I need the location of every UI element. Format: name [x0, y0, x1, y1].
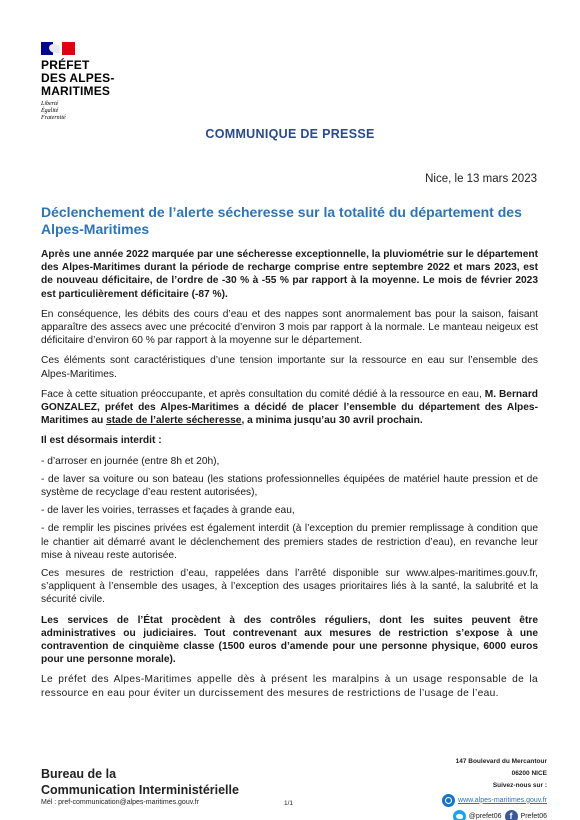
- headline: Déclenchement de l’alerte sécheresse sur la totalité du département des Alpes-Maritimes: [41, 204, 522, 237]
- bureau-name: [41, 766, 239, 798]
- republic-motto: [41, 101, 115, 122]
- decision-paragraph: [41, 388, 538, 428]
- contact-email: Mél : pref-communication@alpes-maritimes.gouv.fr: [41, 799, 199, 806]
- bureau-name-line: Bureau de la: [41, 767, 117, 781]
- marianne-flag-icon: [41, 42, 75, 55]
- prefecture-name-line: PRÉFET: [41, 58, 90, 72]
- prefecture-name-line: MARITIMES: [41, 84, 111, 98]
- interdiction-item: - de laver les voiries, terrasses et façades à grande eau,: [41, 505, 295, 517]
- street-address: 147 Boulevard du Mercantour: [455, 758, 547, 765]
- paragraph: Ces mesures de restriction d’eau, rappelées dans l’arrêté disponible sur www.alpes-maritimes.gouv.fr, s’appliquent à l’ensemble des usages, à l’exception des usages prioritaires liés à la santé, la salubrité et la sécurité civile.: [41, 568, 538, 606]
- motto-line: Liberté: [41, 101, 59, 107]
- alert-stage-text: stade de l’alerte sécheresse: [106, 415, 242, 427]
- controls-paragraph: Les services de l’État procèdent à des contrôles réguliers, dont les suites peuvent être administratives ou judiciaires. Tout contrevenant aux mesures de restriction s’expose à une contravention de cinquième classe (1500 euros d’amende pour une personne physique, 6000 euros pour une personne morale).: [41, 614, 538, 666]
- document-date: Nice, le 13 mars 2023: [425, 173, 537, 185]
- intro-paragraph: Après une année 2022 marquée par une sécheresse exceptionnelle, la pluviométrie sur le département des Alpes-Maritimes durant la période de recharge comprise entre septembre 2022 et mars 2023, est de nouveau déficitaire, de l’ordre de -30 % à -55 % par rapport à la moyenne. Le mois de février 2023 est particulièrement déficitaire (-87 %).: [41, 249, 538, 300]
- website-row: [442, 794, 547, 807]
- motto-line: Égalité: [41, 108, 59, 114]
- prefecture-name: [41, 59, 115, 98]
- decision-stage: [106, 415, 241, 426]
- interdictions-title: Il est désormais interdit :: [41, 435, 162, 447]
- interdiction-item: - d’arroser en journée (entre 8h et 20h),: [41, 455, 220, 467]
- decision-statement: M. Bernard GONZALEZ, préfet des Alpes-Maritimes a décidé de placer l’ensemble du département des Alpes-Maritimes au: [41, 388, 539, 427]
- website-link[interactable]: www.alpes-maritimes.gouv.fr: [458, 796, 547, 804]
- decision-end: , a minima jusqu’au 30 avril prochain.: [241, 415, 423, 427]
- prefecture-logo: [41, 42, 115, 122]
- paragraph: Ces éléments sont caractéristiques d’une tension importante sur la ressource en eau sur l’ensemble des Alpes-Maritimes.: [41, 355, 538, 380]
- social-row: [442, 810, 547, 820]
- paragraph: En conséquence, les débits des cours d’eau et des nappes sont anormalement bas pour la saison, faisant apparaître des assecs avec une précocité d’environ 3 mois par rapport à la normale. Le manteau neigeux est déficitaire d’environ 60 % par rapport à la moyenne sur le département.: [41, 308, 538, 347]
- interdictions-list: [41, 455, 538, 562]
- closing-paragraph: Le préfet des Alpes-Maritimes appelle dès à présent les maralpins à un usage responsable de la ressource en eau pour éviter un durcissement des mesures de restrictions de l’usage de l’eau.: [41, 674, 538, 699]
- twitter-icon[interactable]: [453, 810, 466, 820]
- interdiction-item: - de remplir les piscines privées est également interdit (à l’exception du premier remplissage à condition que le chantier ait démarré avant le déclenchement des premiers stades de restriction d’eau), en revanche leur mise à niveau reste autorisée.: [41, 523, 538, 561]
- follow-us-label: Suivez-nous sur :: [492, 782, 547, 789]
- prefecture-name-line: DES ALPES-: [41, 71, 115, 85]
- page-number: 1/1: [284, 800, 294, 807]
- facebook-icon[interactable]: f: [505, 810, 518, 820]
- footer-contact: [41, 766, 239, 806]
- document-body: [41, 248, 538, 707]
- footer-address: [442, 756, 547, 820]
- decision-context: Face à cette situation préoccupante, et après consultation du comité dédié à la ressource en eau,: [41, 388, 485, 400]
- facebook-handle[interactable]: Prefet06: [520, 812, 547, 820]
- bureau-name-line: Communication Interministérielle: [41, 783, 239, 797]
- document-type-title: COMMUNIQUE DE PRESSE: [205, 127, 375, 141]
- postal-city: 06200 NICE: [511, 770, 547, 777]
- interdiction-item: - de laver sa voiture ou son bateau (les stations professionnelles équipées de matériel haute pression et de système de recyclage d’eau restent autorisées),: [41, 473, 538, 499]
- motto-line: Fraternité: [41, 115, 66, 121]
- twitter-handle[interactable]: @prefet06: [468, 812, 502, 820]
- globe-icon: [442, 794, 455, 807]
